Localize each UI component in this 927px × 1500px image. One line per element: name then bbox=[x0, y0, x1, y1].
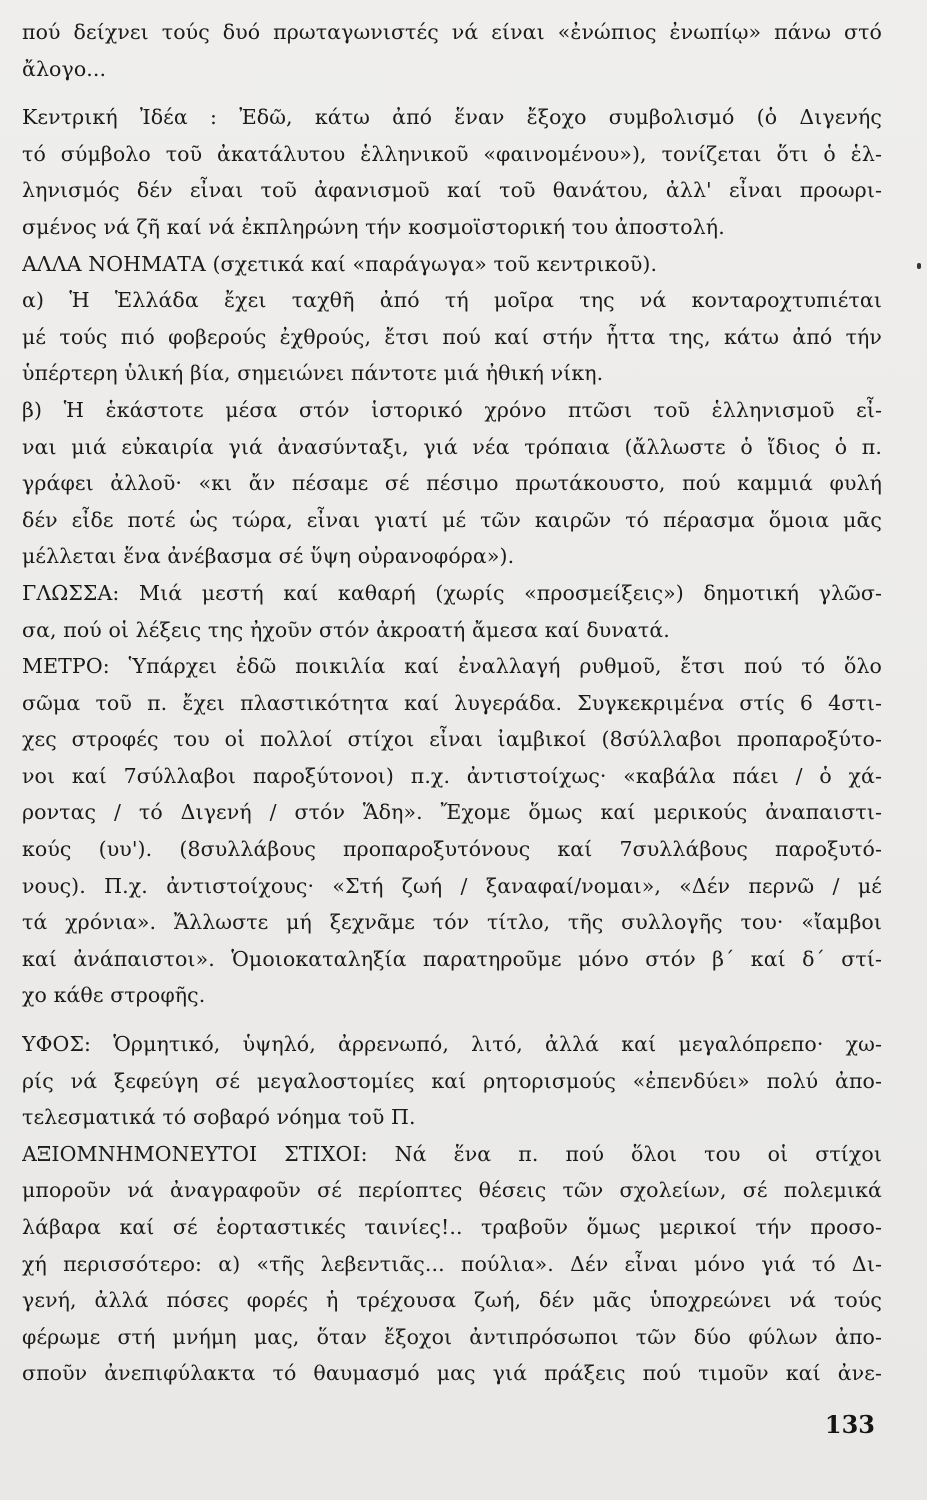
text-line: καί ἀνάπαιστοι». Ὁμοιοκαταληξία παρατηροῦμε μόνο στόν β΄ καί δ΄ στί- bbox=[22, 946, 882, 971]
text-line: α) Ἡ Ἑλλάδα ἔχει ταχθῆ ἀπό τή μοῖρα της νά κονταροχτυπιέται bbox=[22, 288, 882, 313]
text-line: σμένος νά ζῆ καί νά ἐκπληρώνη τήν κοσμοϊστορική του ἀποστολή. bbox=[22, 214, 725, 239]
text-line: χες στροφές του οἱ πολλοί στίχοι εἶναι ἰαμβικοί (8σύλλαβοι προπαροξύτο- bbox=[22, 727, 882, 752]
text-line: μέ τούς πιό φοβερούς ἐχθρούς, ἔτσι πού καί στήν ἧττα της, κάτω ἀπό τήν bbox=[22, 324, 882, 349]
text-line: σῶμα τοῦ π. ἔχει πλαστικότητα καί λυγεράδα. Συγκεκριμένα στίς 6 4στι- bbox=[22, 690, 882, 715]
text-line: ρίς νά ξεφεύγη σέ μεγαλοστομίες καί ρητορισμούς «ἐπενδύει» πολύ ἀπο- bbox=[22, 1068, 882, 1093]
text-line: πού δείχνει τούς δυό πρωταγωνιστές νά είναι «ἐνώπιος ἐνωπίῳ» πάνω στό bbox=[22, 20, 882, 44]
text-line: γράφει ἀλλοῦ· «κι ἄν πέσαμε σέ πέσιμο πρωτάκουστο, πού καμμιά φυλή bbox=[22, 471, 882, 496]
text-line: μέλλεται ἕνα ἀνέβασμα σέ ὕψη οὐρανοφόρα»). bbox=[22, 544, 515, 569]
text-line: σποῦν ἀνεπιφύλακτα τό θαυμασμό μας γιά πράξεις πού τιμοῦν καί ἀνε- bbox=[22, 1361, 882, 1386]
text-line: τά χρόνια». Ἄλλωστε μή ξεχνᾶμε τόν τίτλο, τῆς συλλογῆς του· «ἴαμβοι bbox=[22, 910, 882, 935]
text-line: ΜΕΤΡΟ: Ὑπάρχει ἐδῶ ποικιλία καί ἐναλλαγή ρυθμοῦ, ἔτσι πού τό ὅλο bbox=[22, 654, 882, 679]
text-line: μποροῦν νά ἀναγραφοῦν σέ περίοπτες θέσεις τῶν σχολείων, σέ πολεμικά bbox=[22, 1178, 882, 1203]
text-line: γενή, ἀλλά πόσες φορές ἡ τρέχουσα ζωή, δέν μᾶς ὑποχρεώνει νά τούς bbox=[22, 1288, 882, 1313]
text-line: ναι μιά εὐκαιρία γιά ἀνασύνταξι, γιά νέα τρόπαια (ἄλλωστε ὁ ἴδιος ὁ π. bbox=[22, 434, 882, 459]
text-line: ληνισμός δέν εἶναι τοῦ ἀφανισμοῦ καί τοῦ θανάτου, ἀλλ' εἶναι προωρι- bbox=[22, 178, 882, 203]
text-line: ΓΛΩΣΣΑ: Μιά μεστή καί καθαρή (χωρίς «προσμείξεις») δημοτική γλῶσ- bbox=[22, 580, 882, 605]
text-line: ἄλογο... bbox=[22, 56, 107, 81]
text-line: σα, πού οἱ λέξεις της ἠχοῦν στόν ἀκροατή ἄμεσα καί δυνατά. bbox=[22, 617, 670, 642]
text-line: ροντας / τό Διγενή / στόν Ἅδη». Ἔχομε ὅμως καί μερικούς ἀναπαιστι- bbox=[22, 800, 882, 825]
text-line: κούς (υυ'). (8συλλάβους προπαροξυτόνους καί 7συλλάβους παροξυτό- bbox=[22, 837, 882, 862]
page-number: 133 bbox=[824, 1410, 875, 1439]
text-line: ΥΦΟΣ: Ὁρμητικό, ὑψηλό, ἀρρενωπό, λιτό, ἀλλά καί μεγαλόπρεπο· χω- bbox=[22, 1032, 882, 1057]
text-line: λάβαρα καί σέ ἑορταστικές ταινίες!.. τραβοῦν ὅμως μερικοί τήν προσο- bbox=[22, 1215, 882, 1239]
text-line: νοι καί 7σύλλαβοι παροξύτονοι) π.χ. ἀντιστοίχως· «καβάλα πάει / ὁ χά- bbox=[22, 763, 882, 788]
text-line: β) Ἡ ἑκάστοτε μέσα στόν ἱστορικό χρόνο πτῶσι τοῦ ἑλληνισμοῦ εἶ- bbox=[22, 397, 882, 422]
body-text bbox=[22, 14, 882, 1392]
text-line: νους). Π.χ. ἀντιστοίχους· «Στή ζωή / ξαναφαί/νομαι», «Δέν περνῶ / μέ bbox=[22, 873, 882, 898]
text-line: ὑπέρτερη ὑλική βία, σημειώνει πάντοτε μιά ἠθική νίκη. bbox=[22, 361, 604, 386]
text-line: τό σύμβολο τοῦ ἀκατάλυτου ἑλληνικοῦ «φαινομένου»), τονίζεται ὅτι ὁ ἑλ- bbox=[22, 141, 882, 166]
text-line: χή περισσότερο: α) «τῆς λεβεντιᾶς... πούλια». Δέν εἶναι μόνο γιά τό Δι- bbox=[22, 1251, 882, 1276]
text-line: χο κάθε στροφῆς. bbox=[22, 983, 206, 1008]
margin-mark bbox=[917, 263, 921, 269]
text-line: δέν εἶδε ποτέ ὡς τώρα, εἶναι γιατί μέ τῶν καιρῶν τό πέρασμα ὅμοια μᾶς bbox=[22, 507, 882, 532]
text-line: ΑΛΛΑ ΝΟΗΜΑΤΑ (σχετικά καί «παράγωγα» τοῦ κεντρικοῦ). bbox=[22, 251, 658, 276]
text-line: ΑΞΙΟΜΝΗΜΟΝΕΥΤΟΙ ΣΤΙΧΟΙ: Νά ἕνα π. πού ὅλοι του οἱ στίχοι bbox=[22, 1141, 882, 1166]
text-line: Κεντρική Ἰδέα : Ἐδῶ, κάτω ἀπό ἕναν ἔξοχο συμβολισμό (ὁ Διγενής bbox=[22, 105, 882, 130]
text-line: τελεσματικά τό σοβαρό νόημα τοῦ Π. bbox=[22, 1105, 416, 1130]
text-line: φέρωμε στή μνήμη μας, ὅταν ἔξοχοι ἀντιπρόσωποι τῶν δύο φύλων ἀπο- bbox=[22, 1324, 882, 1349]
